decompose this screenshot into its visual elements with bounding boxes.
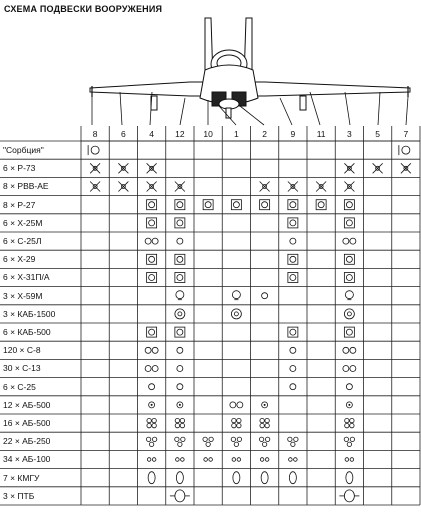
- weapon-symbol-msq: [344, 273, 354, 283]
- weapon-symbol-msq: [147, 273, 157, 283]
- weapon-symbol-msq: [147, 327, 157, 337]
- weapon-symbol-msq: [147, 254, 157, 264]
- weapon-symbol-oval: [289, 472, 296, 484]
- column-header-5: 5: [375, 129, 380, 139]
- weapon-symbol-ring: [175, 309, 185, 319]
- weapon-symbol-oval: [148, 472, 155, 484]
- page-title: СХЕМА ПОДВЕСКИ ВООРУЖЕНИЯ: [4, 4, 163, 14]
- weapon-symbol-dot: [262, 402, 268, 408]
- weapon-symbol-o: [177, 347, 183, 353]
- weapon-symbol-missile: [401, 163, 411, 173]
- row-label: 3 × ПТБ: [3, 490, 35, 501]
- weapon-symbol-msq: [288, 254, 298, 264]
- weapon-symbol-msq: [344, 327, 354, 337]
- weapon-symbol-missile: [373, 163, 383, 173]
- weapon-symbol-o: [177, 238, 183, 244]
- row-label: 6 × КАБ-500: [3, 327, 51, 337]
- weapon-symbol-msq: [175, 273, 185, 283]
- weapon-symbol-quad: [232, 418, 241, 427]
- weapon-symbol-msq: [260, 200, 270, 210]
- weapon-symbol-o: [177, 366, 183, 372]
- row-label: 6 × С-25Л: [3, 236, 42, 246]
- weapon-symbol-quad: [260, 418, 269, 427]
- column-header-2: 2: [262, 129, 267, 139]
- weapon-symbol-tri: [288, 437, 298, 446]
- weapon-symbol-o: [346, 384, 352, 390]
- weapon-symbol-oo: [145, 366, 158, 372]
- weapon-symbol-tri: [231, 437, 241, 446]
- row-label: 6 × С-25: [3, 381, 36, 392]
- row-label: 8 × РВВ-АЕ: [3, 181, 49, 192]
- weapon-symbol-oval: [176, 472, 183, 484]
- weapon-symbol-msq: [316, 200, 326, 210]
- weapon-symbol-o: [290, 238, 296, 244]
- weapon-symbol-oo: [343, 347, 356, 353]
- weapon-symbol-tank: [339, 490, 359, 502]
- weapon-symbol-msq: [288, 327, 298, 337]
- weapon-symbol-missile: [344, 163, 354, 173]
- weapon-symbol-tri: [146, 437, 156, 446]
- row-label: 8 × Р-27: [3, 199, 36, 210]
- weapon-symbol-pod: [399, 145, 410, 155]
- weapon-symbol-missile: [118, 182, 128, 192]
- weapon-symbol-oo: [145, 238, 158, 244]
- weapon-symbol-o: [290, 347, 296, 353]
- weapon-symbol-dot: [177, 402, 183, 408]
- weapon-symbol-missile: [118, 163, 128, 173]
- weapon-symbol-dots: [289, 458, 298, 462]
- weapon-symbol-missile: [260, 182, 270, 192]
- weapon-symbol-missile: [175, 182, 185, 192]
- weapon-symbol-missile: [344, 182, 354, 192]
- weapon-symbol-tank: [170, 490, 190, 502]
- column-header-11: 11: [316, 129, 326, 139]
- column-header-8: 8: [92, 129, 98, 139]
- row-label: 22 × АБ-250: [3, 436, 51, 447]
- weapon-symbol-big: [345, 291, 353, 300]
- weapon-symbol-msq: [147, 218, 157, 228]
- weapon-symbol-missile: [147, 182, 157, 192]
- weapon-symbol-dots2: [230, 402, 243, 408]
- row-label: 34 × АБ-100: [3, 454, 51, 465]
- column-header-4: 4: [149, 129, 154, 139]
- weapon-symbol-tri: [259, 437, 269, 446]
- weapon-symbol-dots: [232, 458, 241, 462]
- weapon-symbol-quad: [345, 418, 354, 427]
- row-label: 7 × КМГУ: [3, 472, 40, 483]
- weapon-symbol-tri: [344, 437, 354, 446]
- weapon-symbol-tri: [175, 437, 185, 446]
- weapon-symbol-missile: [90, 163, 100, 173]
- row-label: 12 × АБ-500: [3, 399, 51, 410]
- column-header-3: 3: [347, 129, 352, 139]
- weapon-symbol-dots: [176, 458, 185, 462]
- weapon-symbol-dots: [260, 458, 269, 462]
- weapon-symbol-o: [262, 293, 268, 299]
- weapon-symbol-oval: [261, 472, 268, 484]
- weapon-symbol-ring: [231, 309, 241, 319]
- row-label: 120 × С-8: [3, 345, 41, 356]
- weapon-symbol-dots: [345, 458, 354, 462]
- weapon-symbol-tri: [203, 437, 213, 446]
- weapon-symbol-dot: [149, 402, 155, 408]
- column-header-12: 12: [175, 129, 185, 139]
- weapon-symbol-missile: [90, 182, 100, 192]
- weapon-symbol-oo: [145, 347, 158, 353]
- weapon-symbol-big: [176, 291, 184, 300]
- row-label: 16 × АБ-500: [3, 418, 51, 428]
- row-label: 3 × Х-59М: [3, 290, 43, 301]
- weapon-symbol-missile: [288, 182, 298, 192]
- weapon-symbol-o: [149, 384, 155, 390]
- weapon-symbol-msq: [344, 254, 354, 264]
- row-label: 6 × Х-25М: [3, 217, 43, 228]
- weapon-symbol-big: [232, 291, 240, 300]
- weapon-symbol-quad: [175, 418, 184, 427]
- row-label: "Сорбция": [3, 145, 44, 155]
- row-label: 30 × С-13: [3, 363, 41, 374]
- weapon-symbol-dots: [147, 458, 156, 462]
- row-label: 6 × Х-29: [3, 254, 36, 265]
- column-header-7: 7: [403, 129, 409, 139]
- weapon-symbol-oval: [233, 472, 240, 484]
- weapon-symbol-msq: [175, 218, 185, 228]
- weapon-symbol-pod: [88, 145, 99, 155]
- column-header-9: 9: [290, 129, 296, 139]
- weapon-symbol-missile: [316, 182, 326, 192]
- row-label: 6 × Р-73: [3, 163, 36, 174]
- weapon-symbol-msq: [175, 200, 185, 210]
- column-header-6: 6: [121, 129, 126, 139]
- weapon-symbol-msq: [175, 327, 185, 337]
- weapon-symbol-msq: [344, 218, 354, 228]
- weapon-symbol-o: [290, 366, 296, 372]
- weapon-symbol-msq: [175, 254, 185, 264]
- weapon-symbol-msq: [288, 200, 298, 210]
- weapon-symbol-msq: [288, 218, 298, 228]
- weapon-symbol-msq: [231, 200, 241, 210]
- column-header-10: 10: [203, 129, 213, 139]
- weapon-symbol-quad: [147, 418, 156, 427]
- weapon-symbol-msq: [288, 273, 298, 283]
- weapon-symbol-dots: [204, 458, 213, 462]
- weapon-symbol-dot: [346, 402, 352, 408]
- weapon-symbol-oval: [346, 472, 353, 484]
- weapon-symbol-msq: [147, 200, 157, 210]
- weapon-symbol-oo: [343, 366, 356, 372]
- weapon-symbol-oo: [343, 238, 356, 244]
- weapon-symbol-msq: [344, 200, 354, 210]
- row-label: 6 × Х-31П/А: [3, 272, 50, 283]
- column-header-1: 1: [234, 129, 239, 139]
- weapon-symbol-o: [177, 384, 183, 390]
- weapon-symbol-ring: [344, 309, 354, 319]
- weapon-symbol-msq: [203, 200, 213, 210]
- weapon-symbol-missile: [147, 163, 157, 173]
- weapon-symbol-o: [290, 384, 296, 390]
- row-label: 3 × КАБ-1500: [3, 308, 56, 319]
